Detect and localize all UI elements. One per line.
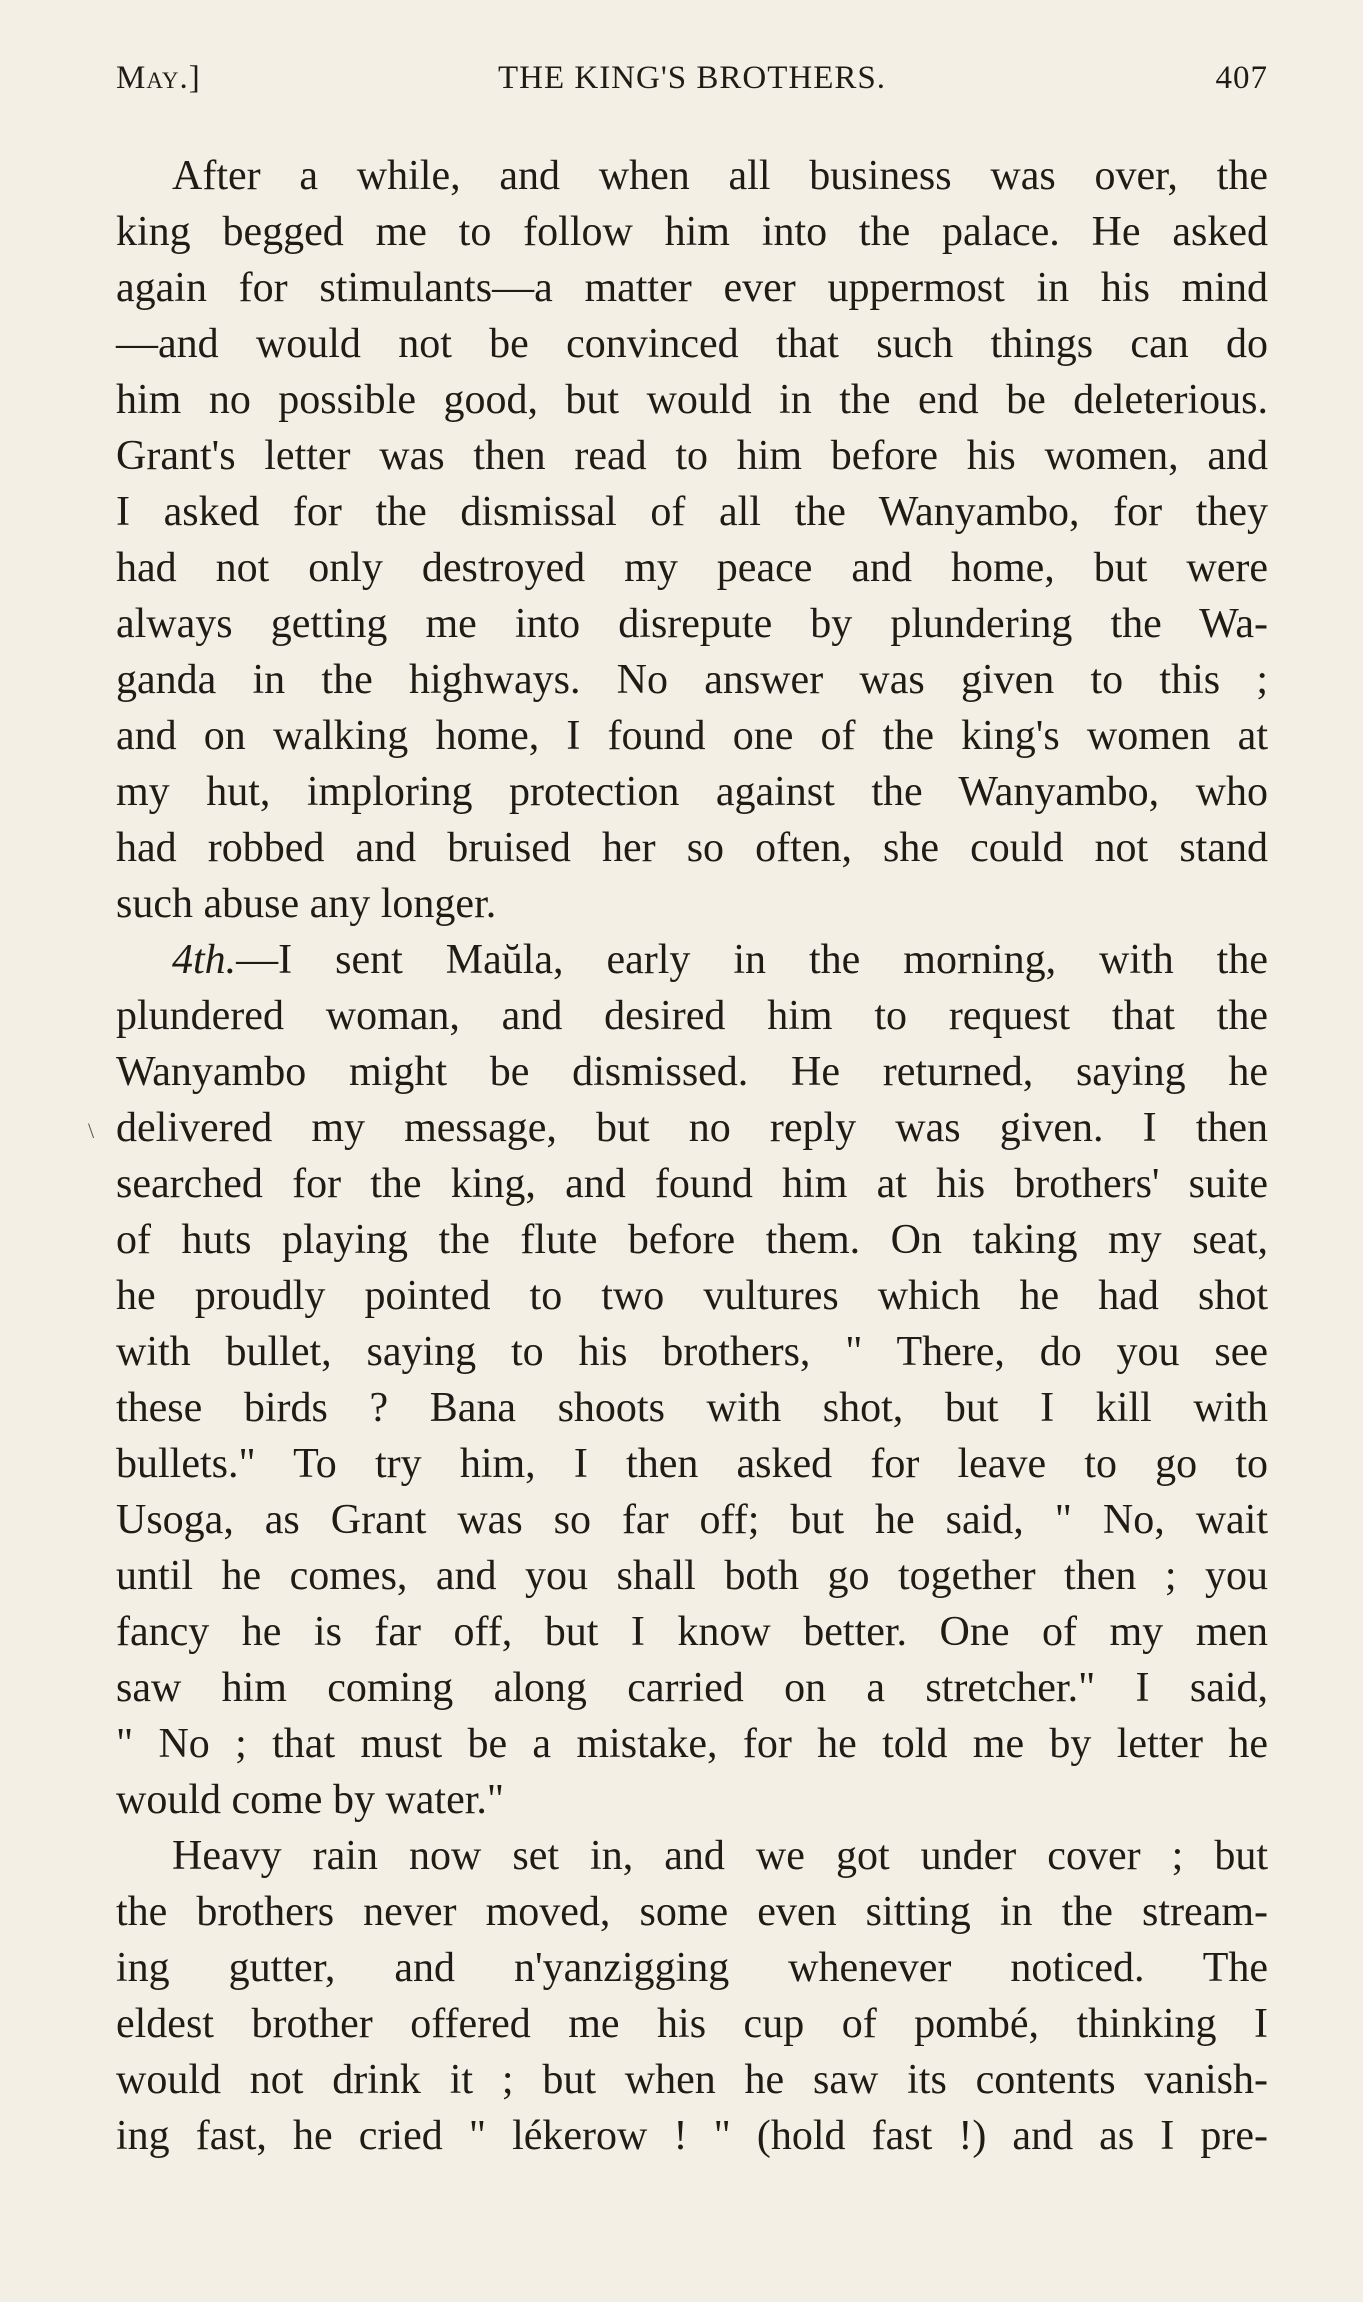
text-line: " No ; that must be a mistake, for he told me by letter he: [116, 1721, 1268, 1767]
text-line: such abuse any longer.: [116, 881, 497, 927]
text-line: Wanyambo might be dismissed. He returned, saying he: [116, 1049, 1268, 1095]
body-text: [116, 148, 1268, 2164]
text-line: bullets." To try him, I then asked for leave to go to: [116, 1441, 1268, 1487]
running-head: [116, 60, 1268, 110]
date-label: 4th.: [172, 937, 237, 983]
text-line: searched for the king, and found him at his brothers' suite: [116, 1161, 1268, 1207]
text-line: again for stimulants—a matter ever uppermost in his mind: [116, 265, 1268, 311]
text-line: Heavy rain now set in, and we got under cover ; but: [172, 1833, 1268, 1879]
text-line: him no possible good, but would in the end be deleterious.: [116, 377, 1268, 423]
text-line: king begged me to follow him into the palace. He asked: [116, 209, 1268, 255]
text-line: ing fast, he cried " lékerow ! " (hold fast !) and as I pre-: [116, 2113, 1268, 2159]
text-line: fancy he is far off, but I know better. One of my men: [116, 1609, 1268, 1655]
text-line: with bullet, saying to his brothers, " There, do you see: [116, 1329, 1268, 1375]
text-line: always getting me into disrepute by plundering the Wa-: [116, 601, 1268, 647]
text-line-rest: —I sent Maŭla, early in the morning, with the: [236, 937, 1268, 983]
text-line: ing gutter, and n'yanzigging whenever noticed. The: [116, 1945, 1268, 1991]
margin-mark: \: [88, 1118, 95, 1143]
text-line: —and would not be convinced that such things can do: [116, 321, 1268, 367]
text-line: had robbed and bruised her so often, she could not stand: [116, 825, 1268, 871]
text-line: Usoga, as Grant was so far off; but he said, " No, wait: [116, 1497, 1268, 1543]
text-line: my hut, imploring protection against the Wanyambo, who: [116, 769, 1268, 815]
text-line: he proudly pointed to two vultures which he had shot: [116, 1273, 1268, 1319]
running-head-title: THE KING'S BROTHERS.: [497, 60, 887, 96]
text-line: and on walking home, I found one of the king's women at: [116, 713, 1268, 759]
text-line: these birds ? Bana shoots with shot, but I kill with: [116, 1385, 1268, 1431]
text-line: plundered woman, and desired him to request that the: [116, 993, 1268, 1039]
text-line: Grant's letter was then read to him before his women, and: [116, 433, 1268, 479]
text-line: saw him coming along carried on a stretcher." I said,: [116, 1665, 1268, 1711]
running-head-month: May.]: [116, 60, 201, 96]
text-line: had not only destroyed my peace and home, but were: [116, 545, 1268, 591]
text-line: I asked for the dismissal of all the Wanyambo, for they: [116, 489, 1268, 535]
text-line: [116, 932, 1268, 988]
text-line: the brothers never moved, some even sitting in the stream-: [116, 1889, 1268, 1935]
text-line: would not drink it ; but when he saw its contents vanish-: [116, 2057, 1268, 2103]
text-line: until he comes, and you shall both go together then ; you: [116, 1553, 1268, 1599]
text-line: delivered my message, but no reply was given. I then: [116, 1105, 1268, 1151]
text-line: of huts playing the flute before them. On taking my seat,: [116, 1217, 1268, 1263]
page-number: 407: [1215, 60, 1268, 96]
text-line: eldest brother offered me his cup of pombé, thinking I: [116, 2001, 1268, 2047]
text-line: After a while, and when all business was over, the: [172, 153, 1268, 199]
text-line: ganda in the highways. No answer was given to this ;: [116, 657, 1268, 703]
text-line: would come by water.": [116, 1777, 505, 1823]
